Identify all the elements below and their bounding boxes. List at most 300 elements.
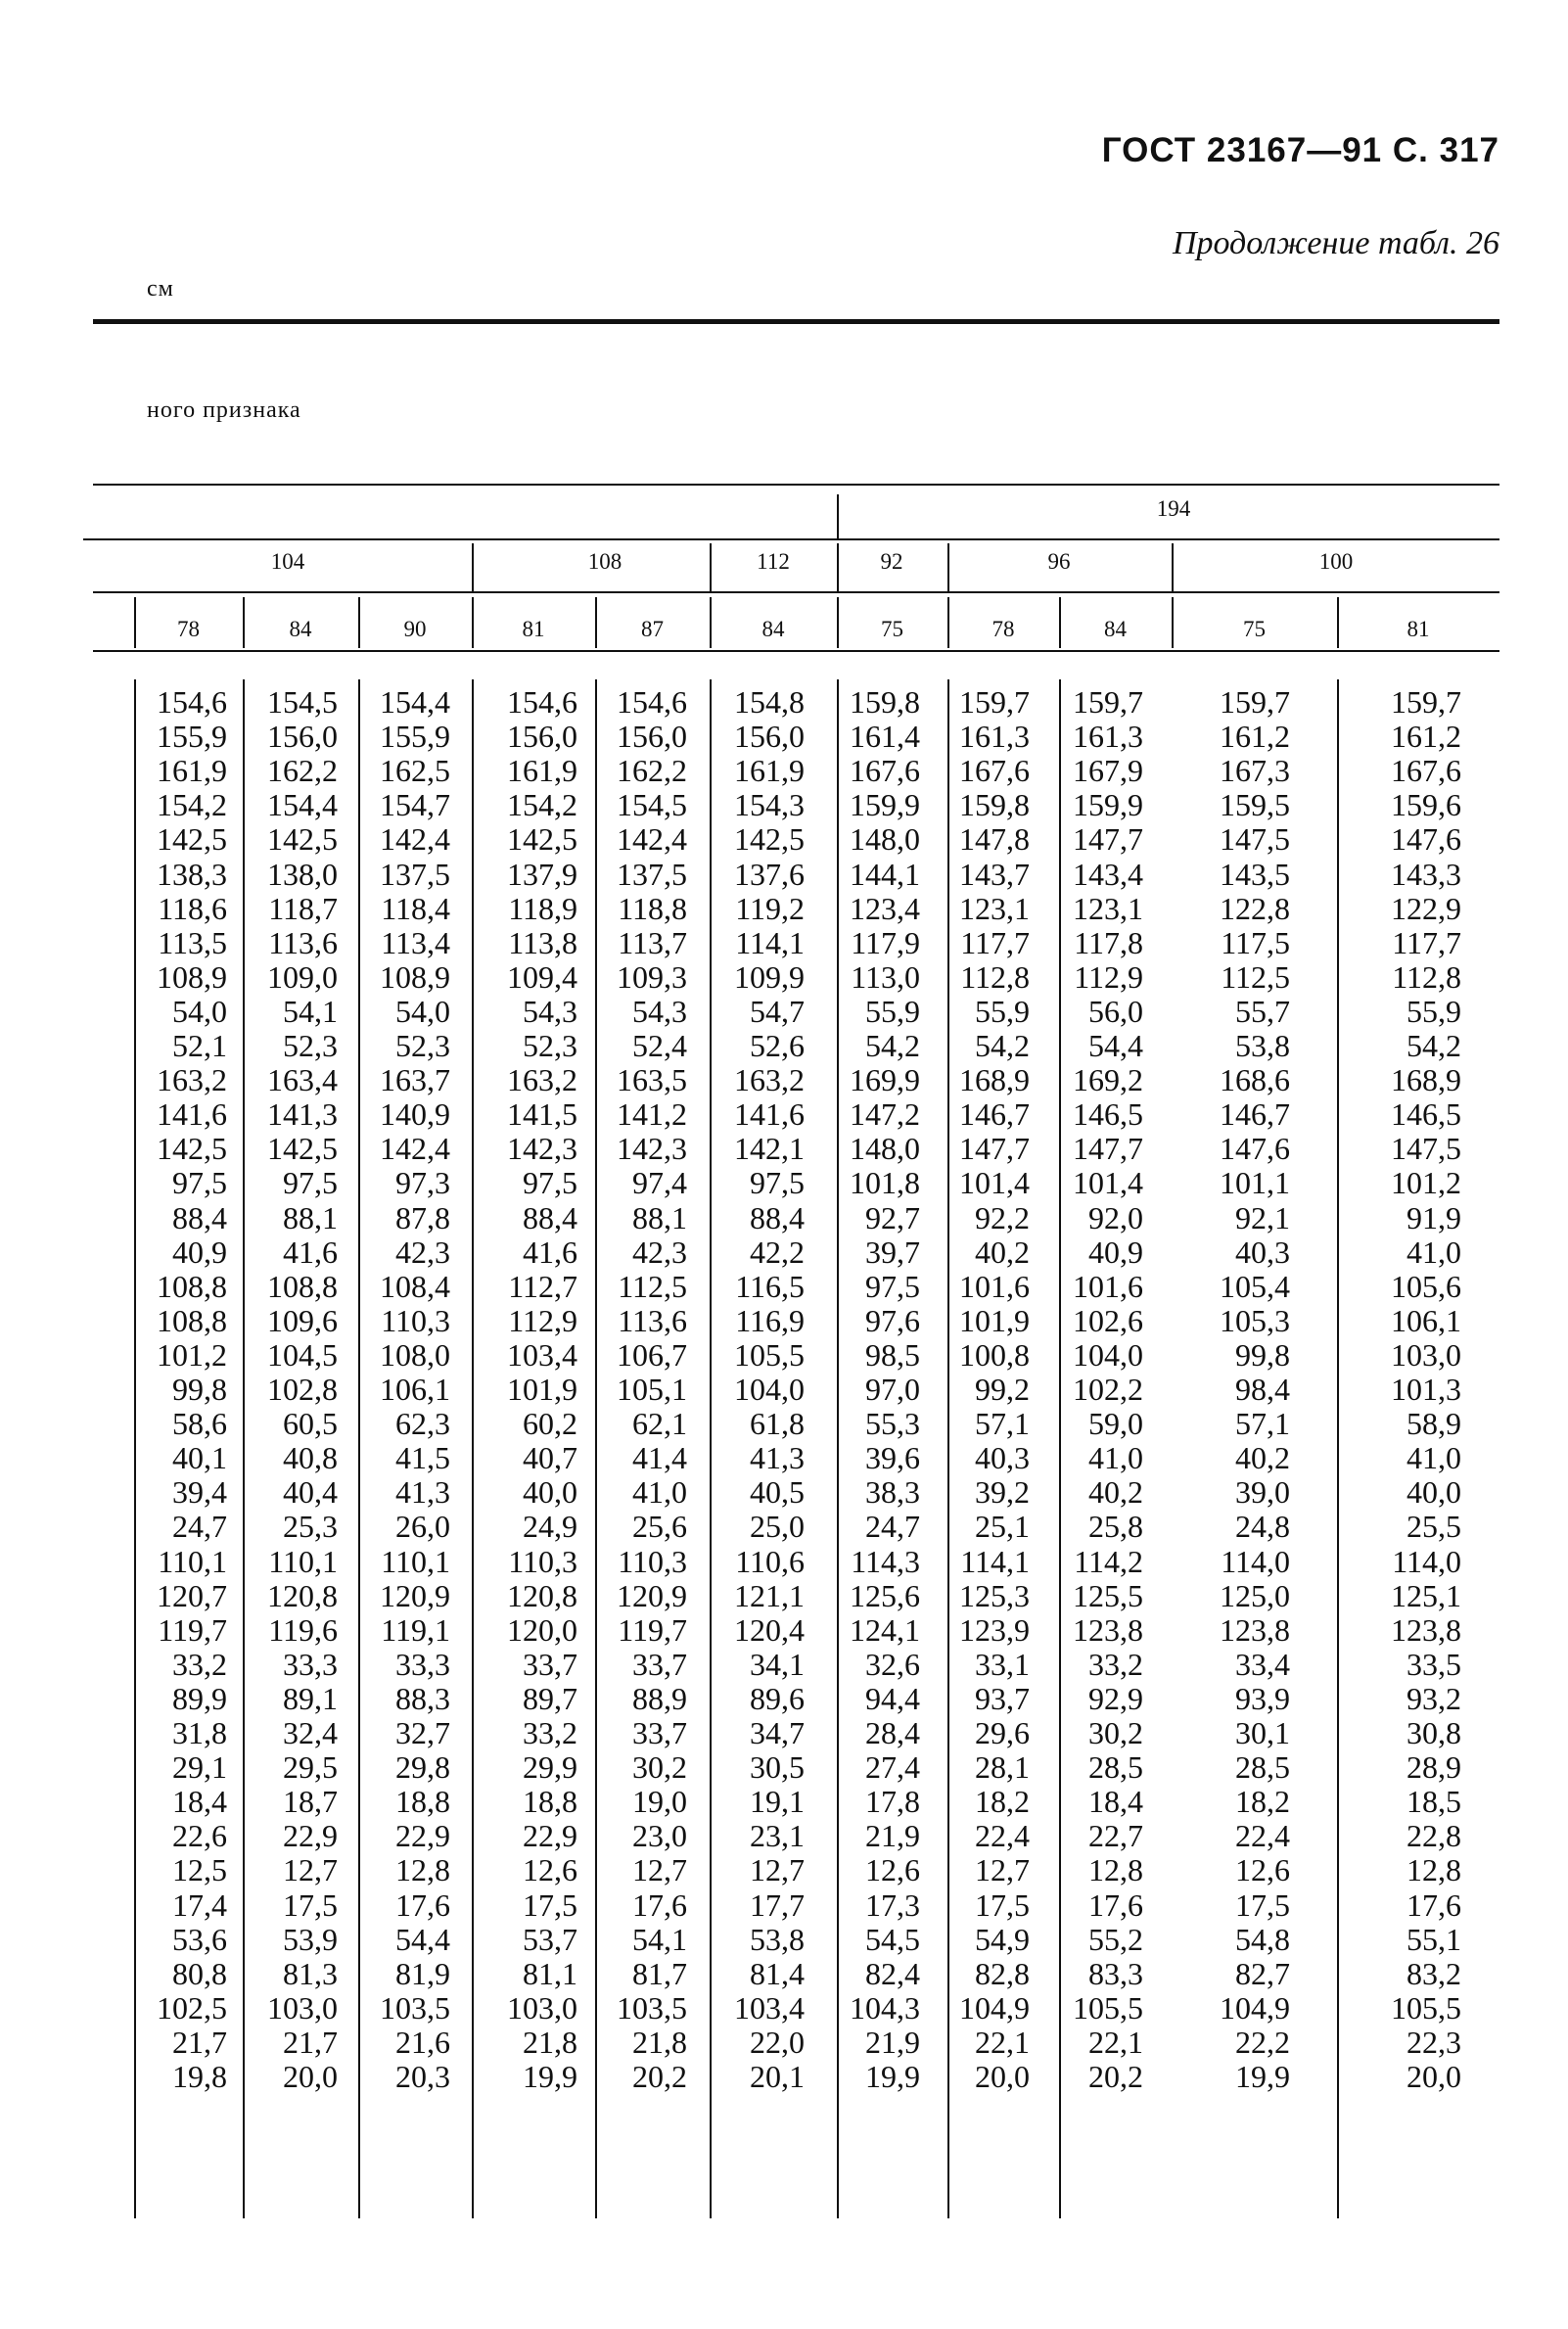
table-cell: 103,4 xyxy=(507,1336,577,1373)
table-cell: 17,5 xyxy=(975,1886,1030,1923)
header-rule-height xyxy=(83,538,1499,540)
table-cell: 161,2 xyxy=(1391,719,1461,755)
column-header-label: 75 xyxy=(881,617,903,641)
header-rule-top xyxy=(93,484,1499,486)
table-cell: 21,7 xyxy=(283,2024,338,2060)
column-header-label: 75 xyxy=(1243,617,1266,641)
table-cell: 98,5 xyxy=(865,1336,920,1373)
table-cell: 12,7 xyxy=(632,1852,687,1888)
table-cell: 19,8 xyxy=(172,2059,227,2094)
table-cell: 52,3 xyxy=(395,1028,450,1063)
table-cell: 12,8 xyxy=(1088,1852,1143,1888)
table-cell: 101,9 xyxy=(959,1302,1030,1338)
table-cell: 53,6 xyxy=(172,1921,227,1957)
table-cell: 28,1 xyxy=(975,1749,1030,1786)
table-cell: 41,0 xyxy=(1088,1440,1143,1476)
column-header-label: 84 xyxy=(761,617,785,641)
table-cell: 34,7 xyxy=(750,1715,805,1750)
table-cell: 108,8 xyxy=(157,1302,227,1338)
table-cell: 147,7 xyxy=(1073,1131,1143,1167)
table-cell: 33,1 xyxy=(975,1646,1030,1682)
table-cell: 88,4 xyxy=(172,1199,227,1235)
table-cell: 106,1 xyxy=(380,1372,450,1407)
table-cell: 19,0 xyxy=(632,1784,687,1820)
table-cell: 101,9 xyxy=(507,1372,577,1407)
header-vrule xyxy=(472,543,474,591)
table-cell: 18,5 xyxy=(1407,1784,1461,1820)
table-cell: 29,6 xyxy=(975,1715,1030,1750)
table-cell: 159,7 xyxy=(1220,684,1290,720)
chest-group-label: 104 xyxy=(270,549,305,574)
table-cell: 54,4 xyxy=(395,1921,450,1957)
table-cell: 137,5 xyxy=(380,856,450,892)
table-cell: 112,8 xyxy=(1392,958,1461,995)
table-cell: 161,4 xyxy=(850,719,920,755)
table-cell: 88,4 xyxy=(750,1199,805,1235)
table-cell: 53,8 xyxy=(1235,1028,1290,1063)
table-cell: 120,9 xyxy=(617,1577,687,1613)
table-cell: 147,6 xyxy=(1391,821,1461,858)
table-cell: 121,1 xyxy=(734,1577,805,1613)
header-vrule xyxy=(1172,543,1174,591)
table-cell: 123,4 xyxy=(850,890,920,926)
table-cell: 17,6 xyxy=(1088,1886,1143,1923)
table-cell: 22,9 xyxy=(395,1818,450,1854)
table-cell: 159,7 xyxy=(959,684,1030,720)
table-cell: 146,7 xyxy=(959,1096,1030,1133)
table-cell: 22,7 xyxy=(1088,1818,1143,1854)
table-cell: 125,0 xyxy=(1220,1577,1290,1613)
table-cell: 33,2 xyxy=(172,1646,227,1682)
table-cell: 106,7 xyxy=(617,1336,687,1373)
table-cell: 52,4 xyxy=(632,1028,687,1063)
table-cell: 161,9 xyxy=(157,753,227,789)
table-cell: 55,3 xyxy=(865,1406,920,1442)
table-cell: 97,5 xyxy=(750,1165,805,1201)
table-cell: 97,5 xyxy=(283,1165,338,1201)
table-cell: 12,6 xyxy=(523,1852,577,1888)
column-header-label: 84 xyxy=(289,617,312,641)
table-cell: 154,8 xyxy=(734,684,805,720)
table-cell: 19,9 xyxy=(1235,2059,1290,2094)
table-cell: 40,2 xyxy=(975,1234,1030,1270)
table-cell: 108,8 xyxy=(267,1268,338,1304)
table-cell: 18,7 xyxy=(283,1784,338,1820)
column-header-label: 78 xyxy=(992,617,1015,641)
table-cell: 138,0 xyxy=(267,856,338,892)
table-cell: 120,9 xyxy=(380,1577,450,1613)
table-cell: 32,6 xyxy=(865,1646,920,1682)
table-cell: 54,2 xyxy=(1407,1028,1461,1063)
chest-group-label: 108 xyxy=(587,549,623,574)
table-cell: 41,0 xyxy=(1407,1440,1461,1476)
table-cell: 93,7 xyxy=(975,1680,1030,1716)
column-divider xyxy=(472,679,474,2218)
table-cell: 89,6 xyxy=(750,1680,805,1716)
table-cell: 87,8 xyxy=(395,1199,450,1235)
table-cell: 147,8 xyxy=(959,821,1030,858)
table-cell: 20,2 xyxy=(1088,2059,1143,2094)
table-cell: 125,6 xyxy=(850,1577,920,1613)
table-cell: 52,3 xyxy=(523,1028,577,1063)
table-cell: 101,4 xyxy=(959,1165,1030,1201)
table-cell: 146,5 xyxy=(1391,1096,1461,1133)
table-cell: 22,3 xyxy=(1407,2024,1461,2060)
chest-group-label: 96 xyxy=(1047,549,1071,574)
table-cell: 102,6 xyxy=(1073,1302,1143,1338)
table-cell: 141,6 xyxy=(157,1096,227,1133)
column-header-label: 78 xyxy=(177,617,200,641)
table-cell: 159,8 xyxy=(850,684,920,720)
table-cell: 59,0 xyxy=(1088,1406,1143,1442)
column-divider xyxy=(1172,597,1174,648)
table-cell: 54,7 xyxy=(750,993,805,1029)
table-cell: 81,7 xyxy=(632,1955,687,1991)
table-cell: 103,0 xyxy=(507,1989,577,2026)
table-cell: 21,9 xyxy=(865,1818,920,1854)
table-cell: 138,3 xyxy=(157,856,227,892)
table-cell: 109,6 xyxy=(267,1302,338,1338)
table-cell: 102,2 xyxy=(1073,1372,1143,1407)
table-cell: 147,6 xyxy=(1220,1131,1290,1167)
table-cell: 142,5 xyxy=(157,1131,227,1167)
table-cell: 118,6 xyxy=(158,890,227,926)
table-cell: 112,8 xyxy=(960,958,1030,995)
table-cell: 117,8 xyxy=(1074,924,1143,960)
table-cell: 58,6 xyxy=(172,1406,227,1442)
table-cell: 93,9 xyxy=(1235,1680,1290,1716)
table-cell: 101,2 xyxy=(157,1336,227,1373)
table-cell: 123,9 xyxy=(959,1611,1030,1648)
table-cell: 113,7 xyxy=(618,924,687,960)
table-cell: 33,7 xyxy=(632,1715,687,1750)
table-cell: 54,2 xyxy=(865,1028,920,1063)
table-cell: 167,6 xyxy=(1391,753,1461,789)
table-cell: 41,0 xyxy=(1407,1234,1461,1270)
table-cell: 88,1 xyxy=(632,1199,687,1235)
column-divider xyxy=(243,597,245,648)
table-cell: 143,5 xyxy=(1220,856,1290,892)
table-cell: 82,8 xyxy=(975,1955,1030,1991)
table-cell: 163,2 xyxy=(734,1062,805,1098)
table-cell: 168,9 xyxy=(959,1062,1030,1098)
table-cell: 81,4 xyxy=(750,1955,805,1991)
table-cell: 56,0 xyxy=(1088,993,1143,1029)
table-cell: 101,6 xyxy=(959,1268,1030,1304)
table-cell: 162,2 xyxy=(267,753,338,789)
table-cell: 55,9 xyxy=(975,993,1030,1029)
table-cell: 20,3 xyxy=(395,2059,450,2094)
table-cell: 117,9 xyxy=(851,924,920,960)
table-cell: 112,9 xyxy=(508,1302,577,1338)
table-cell: 140,9 xyxy=(380,1096,450,1133)
table-cell: 109,9 xyxy=(734,958,805,995)
table-cell: 83,3 xyxy=(1088,1955,1143,1991)
table-cell: 53,7 xyxy=(523,1921,577,1957)
table-cell: 102,8 xyxy=(267,1372,338,1407)
table-cell: 18,8 xyxy=(395,1784,450,1820)
column-divider xyxy=(1337,597,1339,648)
table-cell: 17,8 xyxy=(865,1784,920,1820)
table-cell: 33,3 xyxy=(395,1646,450,1682)
table-cell: 40,0 xyxy=(1407,1474,1461,1511)
header-vrule xyxy=(947,543,949,591)
table-cell: 159,5 xyxy=(1220,787,1290,823)
table-cell: 154,6 xyxy=(507,684,577,720)
table-cell: 88,9 xyxy=(632,1680,687,1716)
table-cell: 25,3 xyxy=(283,1509,338,1545)
table-cell: 154,5 xyxy=(617,787,687,823)
column-divider xyxy=(1059,597,1061,648)
table-cell: 52,6 xyxy=(750,1028,805,1063)
table-cell: 112,7 xyxy=(508,1268,577,1304)
table-cell: 119,7 xyxy=(618,1611,687,1648)
table-cell: 92,9 xyxy=(1088,1680,1143,1716)
table-cell: 12,6 xyxy=(865,1852,920,1888)
table-cell: 105,5 xyxy=(1391,1989,1461,2026)
table-cell: 42,3 xyxy=(632,1234,687,1270)
table-cell: 32,7 xyxy=(395,1715,450,1750)
table-cell: 105,3 xyxy=(1220,1302,1290,1338)
table-cell: 108,4 xyxy=(380,1268,450,1304)
table-cell: 21,8 xyxy=(632,2024,687,2060)
table-cell: 117,7 xyxy=(1392,924,1461,960)
table-cell: 162,2 xyxy=(617,753,687,789)
table-cell: 62,1 xyxy=(632,1406,687,1442)
table-cell: 55,1 xyxy=(1407,1921,1461,1957)
table-cell: 30,5 xyxy=(750,1749,805,1786)
table-cell: 17,5 xyxy=(523,1886,577,1923)
table-cell: 39,6 xyxy=(865,1440,920,1476)
table-cell: 122,8 xyxy=(1220,890,1290,926)
table-cell: 81,3 xyxy=(283,1955,338,1991)
table-cell: 22,0 xyxy=(750,2024,805,2060)
table-cell: 18,2 xyxy=(975,1784,1030,1820)
table-cell: 12,7 xyxy=(750,1852,805,1888)
table-cell: 12,5 xyxy=(172,1852,227,1888)
table-cell: 22,9 xyxy=(283,1818,338,1854)
table-cell: 116,9 xyxy=(735,1302,805,1338)
table-cell: 103,5 xyxy=(617,1989,687,2026)
column-header-label: 84 xyxy=(1104,617,1127,641)
table-cell: 123,8 xyxy=(1073,1611,1143,1648)
column-divider xyxy=(472,597,474,648)
table-cell: 97,0 xyxy=(865,1372,920,1407)
table-cell: 17,6 xyxy=(395,1886,450,1923)
table-cell: 142,3 xyxy=(507,1131,577,1167)
table-cell: 148,0 xyxy=(850,821,920,858)
table-cell: 104,5 xyxy=(267,1336,338,1373)
table-cell: 119,1 xyxy=(381,1611,450,1648)
table-cell: 60,2 xyxy=(523,1406,577,1442)
table-cell: 25,6 xyxy=(632,1509,687,1545)
table-cell: 41,6 xyxy=(283,1234,338,1270)
table-cell: 24,7 xyxy=(172,1509,227,1545)
table-cell: 29,9 xyxy=(523,1749,577,1786)
table-cell: 120,7 xyxy=(157,1577,227,1613)
table-cell: 54,5 xyxy=(865,1921,920,1957)
table-cell: 17,4 xyxy=(172,1886,227,1923)
unit-label: см xyxy=(147,276,174,302)
table-cell: 27,4 xyxy=(865,1749,920,1786)
table-cell: 22,1 xyxy=(975,2024,1030,2060)
table-cell: 17,5 xyxy=(283,1886,338,1923)
table-cell: 137,9 xyxy=(507,856,577,892)
header-vrule xyxy=(710,543,712,591)
table-cell: 113,5 xyxy=(158,924,227,960)
table-cell: 97,5 xyxy=(523,1165,577,1201)
table-cell: 110,6 xyxy=(735,1543,805,1579)
table-cell: 92,7 xyxy=(865,1199,920,1235)
table-cell: 80,8 xyxy=(172,1955,227,1991)
table-cell: 54,3 xyxy=(523,993,577,1029)
table-cell: 81,1 xyxy=(523,1955,577,1991)
table-cell: 159,7 xyxy=(1073,684,1143,720)
table-cell: 22,8 xyxy=(1407,1818,1461,1854)
table-cell: 123,1 xyxy=(959,890,1030,926)
table-cell: 161,3 xyxy=(959,719,1030,755)
table-cell: 105,5 xyxy=(1073,1989,1143,2026)
table-cell: 19,1 xyxy=(750,1784,805,1820)
table-cell: 99,2 xyxy=(975,1372,1030,1407)
column-header-label: 81 xyxy=(522,617,545,641)
table-cell: 23,0 xyxy=(632,1818,687,1854)
table-cell: 108,8 xyxy=(157,1268,227,1304)
table-cell: 21,7 xyxy=(172,2024,227,2060)
table-cell: 88,3 xyxy=(395,1680,450,1716)
table-cell: 52,1 xyxy=(172,1028,227,1063)
table-cell: 25,1 xyxy=(975,1509,1030,1545)
table-cell: 159,9 xyxy=(850,787,920,823)
table-cell: 25,0 xyxy=(750,1509,805,1545)
table-cell: 159,8 xyxy=(959,787,1030,823)
table-cell: 12,7 xyxy=(975,1852,1030,1888)
table-cell: 142,4 xyxy=(380,821,450,858)
table-cell: 103,5 xyxy=(380,1989,450,2026)
table-cell: 82,7 xyxy=(1235,1955,1290,1991)
table-cell: 53,8 xyxy=(750,1921,805,1957)
table-cell: 12,8 xyxy=(1407,1852,1461,1888)
table-cell: 40,9 xyxy=(172,1234,227,1270)
table-cell: 159,7 xyxy=(1391,684,1461,720)
table-cell: 104,9 xyxy=(1220,1989,1290,2026)
table-cell: 147,7 xyxy=(1073,821,1143,858)
table-cell: 156,0 xyxy=(507,719,577,755)
table-cell: 148,0 xyxy=(850,1131,920,1167)
table-cell: 110,3 xyxy=(508,1543,577,1579)
table-cell: 25,5 xyxy=(1407,1509,1461,1545)
column-divider xyxy=(134,597,136,648)
table-cell: 101,6 xyxy=(1073,1268,1143,1304)
table-cell: 163,2 xyxy=(507,1062,577,1098)
table-cell: 159,9 xyxy=(1073,787,1143,823)
table-cell: 40,0 xyxy=(523,1474,577,1511)
header-vrule xyxy=(837,543,839,591)
table-cell: 102,5 xyxy=(157,1989,227,2026)
table-cell: 21,8 xyxy=(523,2024,577,2060)
table-cell: 108,0 xyxy=(380,1336,450,1373)
table-cell: 142,4 xyxy=(380,1131,450,1167)
table-cell: 105,1 xyxy=(617,1372,687,1407)
table-cell: 114,1 xyxy=(960,1543,1030,1579)
table-cell: 113,6 xyxy=(268,924,338,960)
table-cell: 20,0 xyxy=(283,2059,338,2094)
table-cell: 40,5 xyxy=(750,1474,805,1511)
table-cell: 91,9 xyxy=(1407,1199,1461,1235)
table-cell: 142,1 xyxy=(734,1131,805,1167)
table-cell: 54,3 xyxy=(632,993,687,1029)
table-cell: 54,0 xyxy=(172,993,227,1029)
table-cell: 55,9 xyxy=(865,993,920,1029)
table-cell: 142,5 xyxy=(157,821,227,858)
table-cell: 101,4 xyxy=(1073,1165,1143,1201)
table-cell: 41,6 xyxy=(523,1234,577,1270)
table-cell: 54,8 xyxy=(1235,1921,1290,1957)
table-cell: 38,3 xyxy=(865,1474,920,1511)
table-cell: 120,4 xyxy=(734,1611,805,1648)
table-cell: 19,9 xyxy=(865,2059,920,2094)
table-cell: 114,1 xyxy=(735,924,805,960)
table-cell: 22,2 xyxy=(1235,2024,1290,2060)
table-cell: 154,4 xyxy=(380,684,450,720)
table-cell: 40,8 xyxy=(283,1440,338,1476)
table-cell: 117,5 xyxy=(1221,924,1290,960)
table-cell: 88,4 xyxy=(523,1199,577,1235)
table-cell: 92,1 xyxy=(1235,1199,1290,1235)
table-cell: 123,8 xyxy=(1220,1611,1290,1648)
table-cell: 154,4 xyxy=(267,787,338,823)
table-cell: 143,7 xyxy=(959,856,1030,892)
table-cell: 120,8 xyxy=(267,1577,338,1613)
table-cell: 55,9 xyxy=(1407,993,1461,1029)
table-cell: 142,5 xyxy=(267,1131,338,1167)
table-cell: 114,2 xyxy=(1074,1543,1143,1579)
table-cell: 12,8 xyxy=(395,1852,450,1888)
table-cell: 110,1 xyxy=(381,1543,450,1579)
table-cell: 147,5 xyxy=(1220,821,1290,858)
table-cell: 101,1 xyxy=(1220,1165,1290,1201)
table-cell: 110,3 xyxy=(381,1302,450,1338)
table-cell: 40,4 xyxy=(283,1474,338,1511)
table-cell: 154,6 xyxy=(617,684,687,720)
table-cell: 17,5 xyxy=(1235,1886,1290,1923)
table-cell: 54,1 xyxy=(632,1921,687,1957)
table-cell: 12,7 xyxy=(283,1852,338,1888)
table-cell: 41,3 xyxy=(750,1440,805,1476)
table-cell: 33,2 xyxy=(523,1715,577,1750)
table-cell: 89,9 xyxy=(172,1680,227,1716)
table-cell: 123,8 xyxy=(1391,1611,1461,1648)
table-cell: 104,9 xyxy=(959,1989,1030,2026)
table-cell: 167,6 xyxy=(850,753,920,789)
table-cell: 163,4 xyxy=(267,1062,338,1098)
table-cell: 154,5 xyxy=(267,684,338,720)
chest-group-label: 100 xyxy=(1318,549,1354,574)
table-cell: 122,9 xyxy=(1391,890,1461,926)
table-cell: 119,6 xyxy=(268,1611,338,1648)
table-cell: 159,6 xyxy=(1391,787,1461,823)
table-cell: 26,0 xyxy=(395,1509,450,1545)
table-cell: 40,2 xyxy=(1088,1474,1143,1511)
table-cell: 12,6 xyxy=(1235,1852,1290,1888)
table-cell: 17,3 xyxy=(865,1886,920,1923)
table-cell: 146,5 xyxy=(1073,1096,1143,1133)
table-cell: 32,4 xyxy=(283,1715,338,1750)
continuation-note: Продолжение табл. 26 xyxy=(1172,225,1499,261)
table-cell: 40,7 xyxy=(523,1440,577,1476)
table-cell: 154,2 xyxy=(507,787,577,823)
table-cell: 105,6 xyxy=(1391,1268,1461,1304)
